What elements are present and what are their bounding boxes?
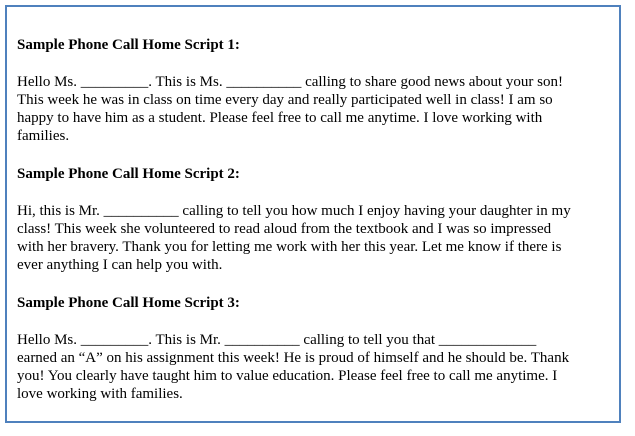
script-2-line-2: class! This week she volunteered to read aloud from the textbook and I was so impressed [17, 221, 552, 237]
script-1-line-2: This week he was in class on time every day and really participated well in class! I am so [17, 92, 553, 108]
script-3-line-2: earned an “A” on his assignment this week! He is proud of himself and he should be. Thank [17, 350, 570, 366]
script-2-line-1: Hi, this is Mr. __________ calling to tell you how much I enjoy having your daughter in my [17, 203, 571, 219]
script-3-body [17, 331, 615, 403]
script-2-line-4: ever anything I can help you with. [17, 257, 223, 273]
script-2-body [17, 202, 615, 274]
script-1-heading: Sample Phone Call Home Script 1: [17, 37, 240, 53]
script-3-heading: Sample Phone Call Home Script 3: [17, 295, 240, 311]
script-1-line-3: happy to have him as a student. Please feel free to call me anytime. I love working with [17, 110, 543, 126]
script-1-body [17, 73, 615, 145]
script-3-line-1: Hello Ms. _________. This is Mr. __________ calling to tell you that _____________ [17, 332, 537, 348]
script-1-line-4: families. [17, 128, 70, 144]
document-content [17, 36, 615, 423]
script-1-line-1: Hello Ms. _________. This is Ms. __________ calling to share good news about your son! [17, 74, 563, 90]
script-2-heading: Sample Phone Call Home Script 2: [17, 166, 240, 182]
script-3-line-3: you! You clearly have taught him to value education. Please feel free to call me anytime. I [17, 368, 558, 384]
script-2-line-3: with her bravery. Thank you for letting me work with her this year. Let me know if there is [17, 239, 562, 255]
script-3-line-4: love working with families. [17, 386, 183, 402]
